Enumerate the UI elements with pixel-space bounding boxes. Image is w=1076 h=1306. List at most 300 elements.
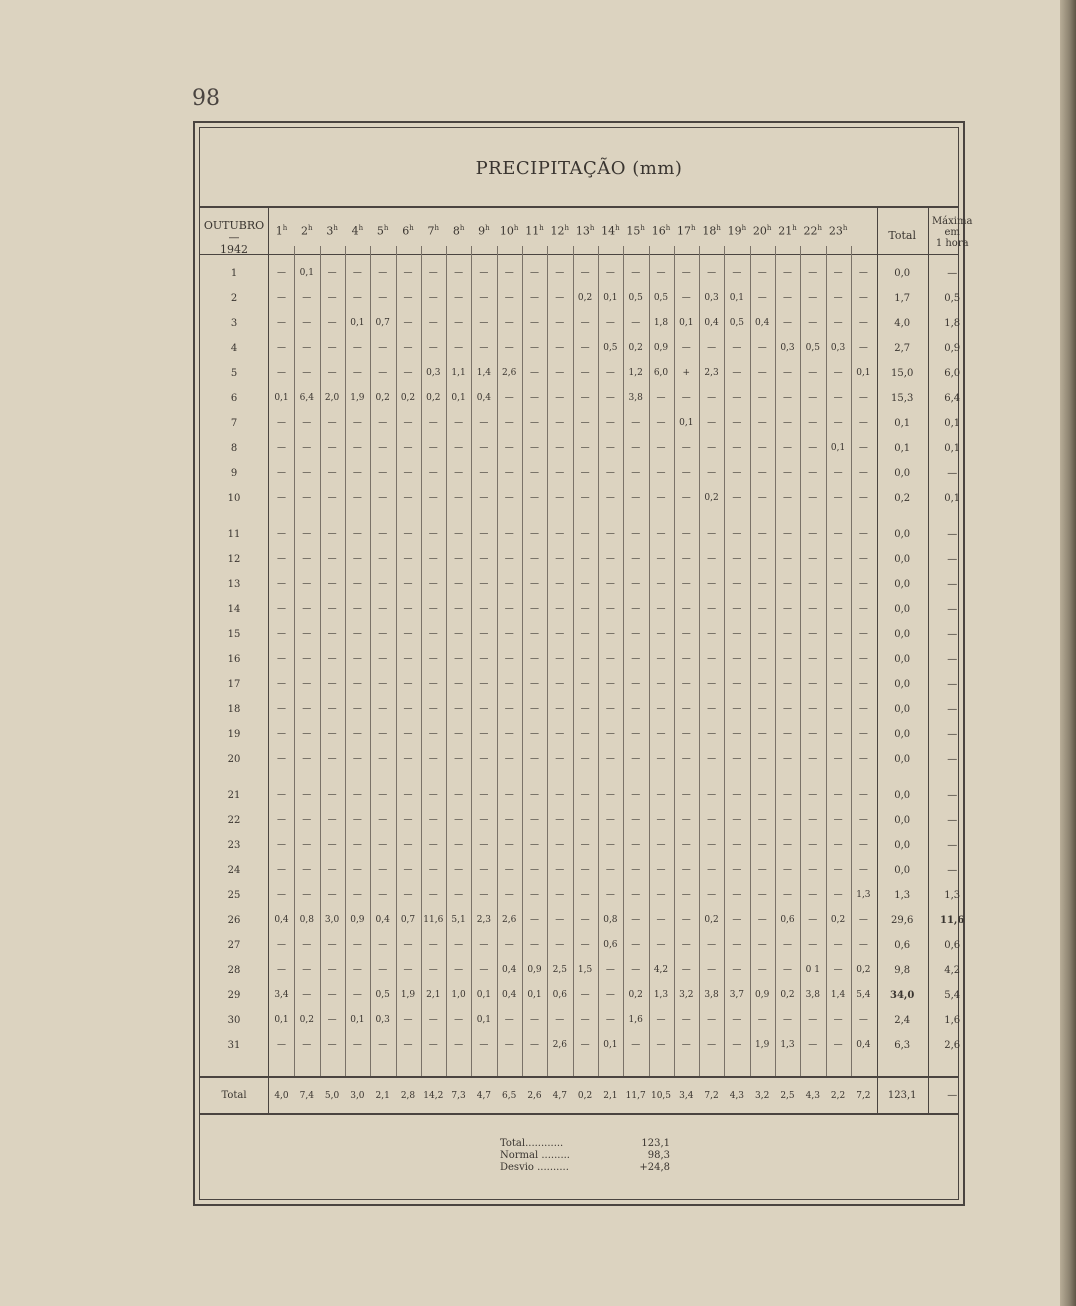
- day-cell: 10: [227, 493, 241, 504]
- hour-value-cell: —: [555, 729, 565, 739]
- hour-value-cell: —: [605, 679, 615, 689]
- hour-value-cell: —: [378, 654, 388, 664]
- hour-value-cell: —: [605, 493, 615, 503]
- page-number: 98: [192, 86, 220, 111]
- hour-value-cell: —: [555, 468, 565, 478]
- header-hour-suffix: h: [434, 224, 440, 232]
- header-hour-suffix: h: [589, 224, 595, 232]
- hour-value-cell: —: [783, 493, 792, 503]
- hour-value-cell: —: [681, 729, 691, 739]
- hour-value-cell: —: [605, 990, 615, 1000]
- hour-value-cell: —: [783, 629, 792, 639]
- hour-value-cell: —: [732, 915, 742, 925]
- hour-value-cell: —: [757, 865, 767, 875]
- hour-value-cell: —: [277, 840, 286, 850]
- hour-total-cell: 5,0: [324, 1091, 340, 1101]
- daily-max-cell: —: [947, 468, 958, 479]
- hour-value-cell: —: [580, 729, 590, 739]
- table-row: [200, 1033, 964, 1058]
- hour-value-cell: —: [454, 318, 464, 328]
- day-cell: 12: [227, 554, 241, 565]
- header-hour-number: 1: [275, 224, 283, 238]
- hour-value-cell: —: [732, 529, 742, 539]
- hour-value-cell: —: [808, 790, 818, 800]
- hour-value-cell: —: [656, 1040, 666, 1050]
- header-hour-suffix: h: [564, 224, 570, 232]
- hour-value-cell: 0,1: [729, 293, 745, 303]
- hour-value-cell: 1,3: [856, 890, 871, 900]
- header-hour-9: [471, 224, 496, 238]
- hour-value-cell: —: [530, 1040, 539, 1050]
- table-row: [200, 647, 964, 672]
- daily-total-cell: 0,0: [894, 754, 911, 765]
- hour-value-cell: —: [504, 318, 514, 328]
- header-hour-suffix: h: [333, 224, 338, 232]
- hour-value-cell: —: [277, 318, 286, 328]
- hour-value-cell: 2,0: [324, 393, 340, 403]
- hour-value-cell: 0,5: [603, 343, 618, 353]
- hour-value-cell: —: [783, 468, 792, 478]
- hour-value-cell: —: [327, 679, 337, 689]
- hour-value-cell: —: [732, 679, 742, 689]
- hour-value-cell: 1,5: [577, 965, 593, 975]
- hour-value-cell: 0,2: [780, 990, 795, 1000]
- hour-value-cell: 0,5: [375, 990, 390, 1000]
- header-hour-6: [396, 224, 421, 238]
- hour-value-cell: —: [631, 754, 641, 764]
- hour-value-cell: —: [403, 940, 413, 950]
- day-cell: 31: [227, 1040, 241, 1051]
- hour-value-cell: —: [732, 754, 742, 764]
- hour-value-cell: —: [631, 704, 641, 714]
- hour-value-cell: —: [530, 343, 539, 353]
- day-cell: 3: [230, 318, 238, 329]
- hour-value-cell: —: [302, 343, 312, 353]
- hour-value-cell: —: [783, 654, 792, 664]
- daily-total-cell: 0,0: [894, 840, 911, 851]
- hour-value-cell: —: [732, 418, 742, 428]
- hour-value-cell: —: [605, 654, 615, 664]
- hour-value-cell: —: [454, 579, 464, 589]
- hour-value-cell: —: [479, 529, 489, 539]
- hour-value-cell: —: [530, 418, 539, 428]
- hour-value-cell: 0,7: [400, 915, 416, 925]
- hour-value-cell: —: [277, 554, 286, 564]
- hour-value-cell: —: [681, 1040, 691, 1050]
- hour-value-cell: —: [530, 629, 539, 639]
- hour-value-cell: 3,2: [679, 990, 694, 1000]
- hour-value-cell: —: [352, 890, 362, 900]
- hour-value-cell: —: [580, 1040, 590, 1050]
- hour-value-cell: —: [808, 940, 818, 950]
- hour-value-cell: —: [479, 554, 489, 564]
- hour-total-cell: 10,5: [650, 1091, 672, 1101]
- hour-value-cell: —: [479, 443, 489, 453]
- hour-value-cell: —: [580, 840, 590, 850]
- hour-value-cell: 0,6: [552, 990, 567, 1000]
- hour-value-cell: —: [530, 318, 539, 328]
- hour-value-cell: —: [732, 704, 742, 714]
- hour-value-cell: —: [681, 940, 691, 950]
- hour-value-cell: 0,3: [375, 1015, 390, 1025]
- hour-value-cell: —: [327, 343, 337, 353]
- hour-value-cell: —: [656, 468, 666, 478]
- daily-total-cell: 0,0: [894, 629, 911, 640]
- hour-value-cell: —: [833, 418, 843, 428]
- hour-value-cell: —: [277, 729, 286, 739]
- daily-total-cell: 9,8: [894, 965, 911, 976]
- hour-value-cell: —: [580, 368, 590, 378]
- hour-value-cell: —: [757, 890, 767, 900]
- hour-value-cell: —: [530, 468, 539, 478]
- hour-value-cell: —: [656, 840, 666, 850]
- hour-value-cell: —: [302, 840, 312, 850]
- hour-value-cell: —: [681, 468, 691, 478]
- hour-value-cell: —: [631, 443, 641, 453]
- hour-value-cell: —: [352, 729, 362, 739]
- hour-value-cell: 1,3: [780, 1040, 795, 1050]
- day-cell: 7: [230, 418, 238, 429]
- hour-value-cell: 0,1: [350, 318, 365, 328]
- hour-value-cell: —: [656, 268, 666, 278]
- hour-value-cell: —: [783, 790, 792, 800]
- daily-max-cell: —: [947, 865, 958, 876]
- table-row: [200, 908, 964, 933]
- day-cell: 19: [227, 729, 241, 740]
- hour-value-cell: —: [454, 965, 464, 975]
- header-hour-suffix: h: [308, 224, 313, 232]
- hour-value-cell: —: [580, 890, 590, 900]
- hour-value-cell: —: [327, 443, 337, 453]
- hour-value-cell: —: [428, 704, 438, 714]
- hour-value-cell: —: [378, 965, 388, 975]
- hour-value-cell: —: [858, 754, 868, 764]
- hour-value-cell: —: [479, 293, 489, 303]
- hour-value-cell: 0,5: [729, 318, 745, 328]
- hour-value-cell: —: [681, 965, 691, 975]
- hour-value-cell: —: [757, 529, 767, 539]
- daily-total-cell: 0,0: [894, 679, 911, 690]
- daily-max-cell: —: [947, 579, 958, 590]
- hour-value-cell: 0,1: [274, 1015, 289, 1025]
- hour-value-cell: —: [378, 529, 388, 539]
- daily-max-cell: —: [947, 654, 958, 665]
- hour-value-cell: —: [681, 529, 691, 539]
- hour-value-cell: —: [504, 790, 514, 800]
- hour-value-cell: —: [327, 1015, 337, 1025]
- hour-value-cell: —: [555, 268, 565, 278]
- hour-value-cell: —: [504, 579, 514, 589]
- hour-value-cell: —: [808, 654, 818, 664]
- hour-value-cell: 3,8: [628, 393, 643, 403]
- month-total-cell: 123,1: [887, 1090, 917, 1101]
- hour-value-cell: —: [479, 629, 489, 639]
- hour-total-cell: 4,7: [552, 1091, 567, 1101]
- hour-value-cell: —: [681, 679, 691, 689]
- header-hour-7: [421, 224, 446, 238]
- header-hour-suffix: h: [640, 224, 645, 232]
- hour-value-cell: —: [352, 940, 362, 950]
- hour-value-cell: —: [580, 679, 590, 689]
- hour-value-cell: —: [631, 965, 641, 975]
- hour-value-cell: —: [403, 704, 413, 714]
- hour-value-cell: —: [656, 1015, 666, 1025]
- hour-value-cell: —: [707, 529, 717, 539]
- hour-value-cell: —: [783, 840, 792, 850]
- hour-value-cell: —: [378, 554, 388, 564]
- hour-value-cell: —: [504, 704, 514, 714]
- hour-value-cell: 0,2: [426, 393, 441, 403]
- hour-value-cell: —: [555, 629, 565, 639]
- hour-value-cell: —: [403, 729, 413, 739]
- hour-value-cell: —: [479, 468, 489, 478]
- day-cell: 17: [227, 679, 241, 690]
- hour-value-cell: 0,1: [603, 293, 618, 303]
- hour-value-cell: 0,2: [577, 293, 593, 303]
- daily-total-cell: 0,6: [894, 940, 911, 951]
- hour-value-cell: —: [530, 1015, 539, 1025]
- hour-value-cell: —: [631, 268, 641, 278]
- hour-value-cell: —: [479, 940, 489, 950]
- hour-value-cell: —: [530, 604, 539, 614]
- day-cell: 29: [227, 990, 241, 1001]
- hour-value-cell: —: [327, 554, 337, 564]
- hour-value-cell: —: [504, 493, 514, 503]
- hour-value-cell: 0,9: [350, 915, 365, 925]
- hour-value-cell: —: [858, 629, 868, 639]
- hour-value-cell: —: [327, 940, 337, 950]
- day-cell: 27: [227, 940, 241, 951]
- header-total: Total: [888, 229, 916, 242]
- hour-value-cell: —: [681, 815, 691, 825]
- hour-value-cell: —: [352, 493, 362, 503]
- hour-value-cell: —: [479, 865, 489, 875]
- hour-value-cell: —: [302, 1040, 312, 1050]
- hour-value-cell: —: [656, 604, 666, 614]
- daily-max-cell: 5,4: [944, 990, 961, 1001]
- hour-value-cell: —: [833, 940, 843, 950]
- hour-value-cell: —: [808, 468, 818, 478]
- hour-value-cell: —: [479, 679, 489, 689]
- daily-max-cell: 0,9: [944, 343, 961, 354]
- daily-total-cell: 1,7: [894, 293, 911, 304]
- header-hour-22: [800, 224, 825, 238]
- hour-value-cell: —: [707, 654, 717, 664]
- hour-total-cell: 2,5: [780, 1091, 795, 1101]
- hour-value-cell: —: [707, 679, 717, 689]
- hour-value-cell: —: [707, 604, 717, 614]
- hour-value-cell: —: [580, 468, 590, 478]
- hour-value-cell: —: [352, 604, 362, 614]
- hour-value-cell: —: [808, 1015, 818, 1025]
- hour-value-cell: —: [833, 368, 843, 378]
- hour-value-cell: —: [833, 554, 843, 564]
- daily-max-cell: —: [947, 554, 958, 565]
- hour-value-cell: —: [631, 604, 641, 614]
- hour-value-cell: —: [605, 790, 615, 800]
- daily-total-cell: 2,4: [894, 1015, 911, 1026]
- hour-value-cell: —: [681, 393, 691, 403]
- hour-value-cell: —: [277, 865, 286, 875]
- hour-value-cell: —: [656, 754, 666, 764]
- hour-value-cell: —: [479, 654, 489, 664]
- daily-total-cell: 0,0: [894, 468, 911, 479]
- hour-value-cell: —: [454, 840, 464, 850]
- hour-total-cell: 6,5: [502, 1091, 517, 1101]
- hour-value-cell: —: [707, 840, 717, 850]
- hour-value-cell: —: [656, 890, 666, 900]
- hour-value-cell: 2,6: [502, 915, 517, 925]
- hour-value-cell: —: [757, 754, 767, 764]
- hour-value-cell: —: [302, 554, 312, 564]
- table-row: [200, 833, 964, 858]
- hour-value-cell: —: [403, 318, 413, 328]
- hour-value-cell: —: [757, 629, 767, 639]
- hour-value-cell: —: [808, 815, 818, 825]
- hour-value-cell: —: [327, 268, 337, 278]
- hour-value-cell: —: [605, 579, 615, 589]
- hour-value-cell: —: [833, 704, 843, 714]
- hour-value-cell: —: [681, 840, 691, 850]
- hour-value-cell: —: [302, 493, 312, 503]
- table-row: [200, 697, 964, 722]
- hour-value-cell: —: [378, 604, 388, 614]
- hour-value-cell: —: [454, 468, 464, 478]
- hour-value-cell: —: [808, 493, 818, 503]
- hour-value-cell: —: [378, 679, 388, 689]
- hour-value-cell: —: [631, 554, 641, 564]
- hour-value-cell: —: [858, 343, 868, 353]
- hour-value-cell: —: [378, 754, 388, 764]
- daily-max-cell: 1,6: [944, 1015, 961, 1026]
- hour-value-cell: —: [454, 940, 464, 950]
- hour-value-cell: —: [858, 654, 868, 664]
- hour-value-cell: —: [605, 268, 615, 278]
- hour-value-cell: —: [277, 790, 286, 800]
- summary-block: [500, 1138, 670, 1174]
- hour-value-cell: 6,0: [653, 368, 669, 378]
- hour-value-cell: —: [833, 890, 843, 900]
- hour-value-cell: —: [833, 790, 843, 800]
- hour-value-cell: —: [454, 293, 464, 303]
- hour-value-cell: —: [732, 654, 742, 664]
- hour-value-cell: —: [732, 865, 742, 875]
- hour-value-cell: —: [631, 865, 641, 875]
- hour-value-cell: —: [428, 579, 438, 589]
- hour-value-cell: —: [428, 629, 438, 639]
- hour-value-cell: 1,6: [628, 1015, 643, 1025]
- hour-value-cell: —: [504, 529, 514, 539]
- hour-value-cell: —: [707, 418, 717, 428]
- hour-value-cell: —: [327, 1040, 337, 1050]
- hour-value-cell: 0,3: [704, 293, 719, 303]
- hour-value-cell: —: [378, 443, 388, 453]
- hour-value-cell: —: [808, 704, 818, 714]
- hour-value-cell: —: [833, 629, 843, 639]
- hour-value-cell: —: [555, 418, 565, 428]
- hour-value-cell: —: [681, 443, 691, 453]
- hour-value-cell: —: [858, 840, 868, 850]
- hour-value-cell: —: [656, 443, 666, 453]
- hour-value-cell: —: [757, 443, 767, 453]
- hour-value-cell: —: [454, 729, 464, 739]
- hour-value-cell: —: [656, 654, 666, 664]
- hour-value-cell: —: [277, 529, 286, 539]
- hour-value-cell: —: [783, 1015, 792, 1025]
- hour-value-cell: —: [605, 840, 615, 850]
- hour-value-cell: 11,6: [423, 915, 444, 925]
- hour-value-cell: —: [858, 443, 868, 453]
- table-row: [200, 386, 964, 411]
- header-max-line2: em: [944, 227, 960, 238]
- hour-value-cell: —: [783, 940, 792, 950]
- hour-value-cell: —: [808, 679, 818, 689]
- header-hour-suffix: h: [741, 224, 747, 232]
- hour-value-cell: 0,2: [628, 343, 643, 353]
- hour-value-cell: —: [277, 965, 286, 975]
- header-hour-number: 3: [326, 224, 334, 238]
- summary-normal: [500, 1150, 670, 1162]
- hour-value-cell: 0,7: [375, 318, 390, 328]
- hour-value-cell: —: [352, 579, 362, 589]
- hour-value-cell: —: [479, 965, 489, 975]
- hour-value-cell: —: [352, 840, 362, 850]
- hour-value-cell: —: [352, 990, 362, 1000]
- hour-value-cell: —: [808, 368, 818, 378]
- daily-total-cell: 0,0: [894, 790, 911, 801]
- hour-total-cell: 3,2: [755, 1091, 770, 1101]
- hour-value-cell: —: [302, 654, 312, 664]
- hour-value-cell: —: [530, 443, 539, 453]
- hour-value-cell: —: [302, 418, 312, 428]
- hour-value-cell: —: [530, 368, 539, 378]
- daily-max-cell: 0,1: [944, 493, 961, 504]
- hour-value-cell: —: [530, 704, 539, 714]
- hour-value-cell: 0,2: [400, 393, 416, 403]
- hour-value-cell: 0,4: [476, 393, 492, 403]
- header-hour-number: 19: [727, 224, 742, 238]
- daily-max-cell: —: [947, 790, 958, 801]
- daily-max-cell: 0,6: [944, 940, 961, 951]
- header-hour-suffix: h: [615, 224, 620, 232]
- hour-value-cell: —: [605, 318, 615, 328]
- hour-value-cell: —: [277, 468, 286, 478]
- hour-value-cell: —: [504, 468, 514, 478]
- hour-value-cell: —: [833, 1040, 843, 1050]
- table-row: [200, 461, 964, 486]
- header-hour-20: [750, 224, 775, 238]
- hour-value-cell: —: [833, 754, 843, 764]
- hour-value-cell: —: [681, 293, 691, 303]
- hour-value-cell: —: [530, 890, 539, 900]
- hour-value-cell: 0,9: [527, 965, 542, 975]
- hour-value-cell: —: [631, 729, 641, 739]
- hour-value-cell: 1,9: [755, 1040, 770, 1050]
- hour-value-cell: —: [479, 604, 489, 614]
- hour-value-cell: —: [631, 890, 641, 900]
- hour-value-cell: —: [783, 318, 792, 328]
- hour-value-cell: —: [302, 754, 312, 764]
- hour-value-cell: —: [352, 529, 362, 539]
- hour-value-cell: —: [403, 865, 413, 875]
- hour-value-cell: —: [555, 529, 565, 539]
- hour-value-cell: —: [833, 840, 843, 850]
- header-hour-16: [649, 224, 674, 238]
- hour-value-cell: 0,1: [679, 418, 694, 428]
- hour-value-cell: 0,1: [299, 268, 314, 278]
- header-hour-number: 20: [752, 224, 767, 238]
- day-cell: 1: [230, 268, 238, 279]
